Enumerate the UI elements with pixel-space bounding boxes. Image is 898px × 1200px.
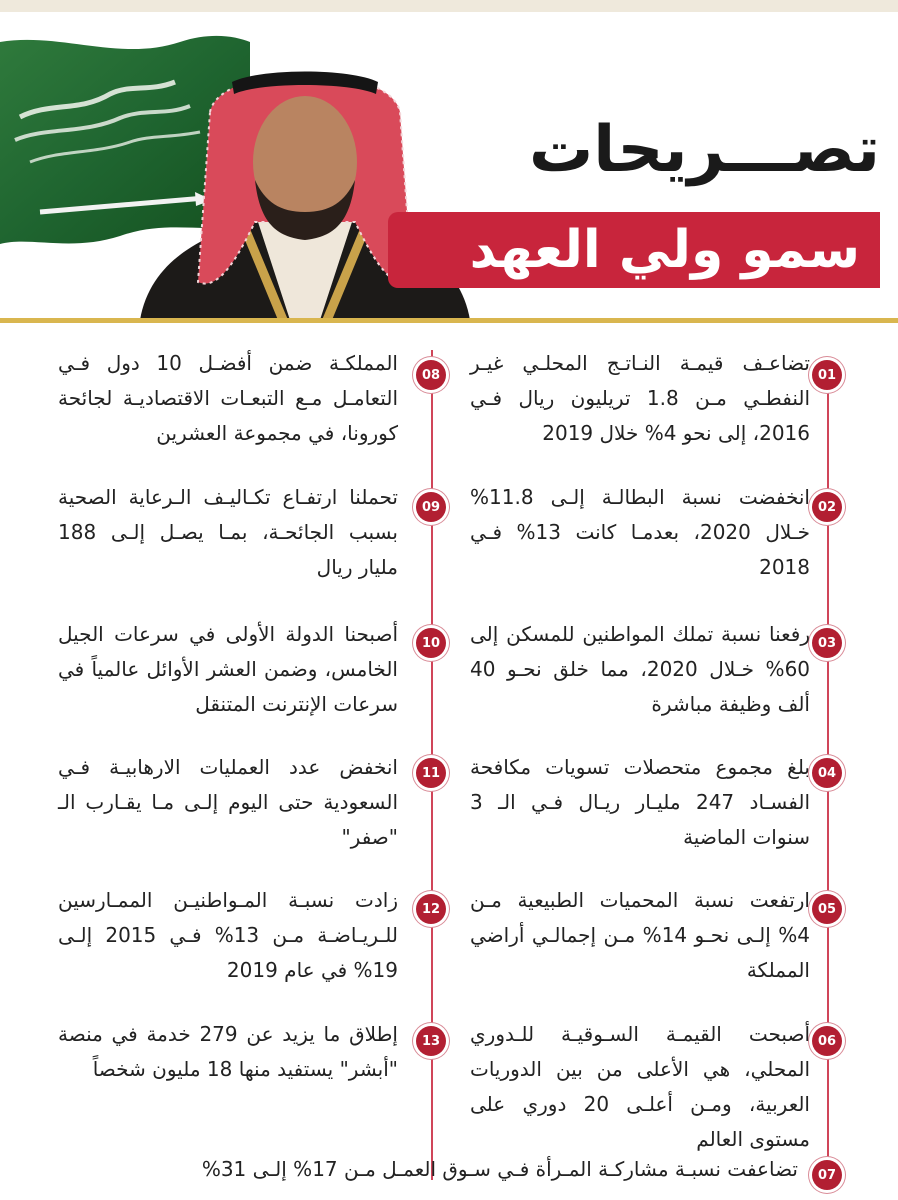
badge-01: 01 xyxy=(812,360,842,390)
statement-05: ارتفعت نسبة المحميات الطبيعية مـن 4% إلـى نحـو 14% مـن إجمالـي أراضي المملكة xyxy=(470,888,810,982)
statement-06: أصبحت القيمـة السـوقيـة للـدوري المحلي، هي الأعلى من بين الدوريات العربية، ومـن أعلـى 20 دوري على مستوى العالم xyxy=(470,1022,810,1151)
badge-13: 13 xyxy=(416,1026,446,1056)
statement-12: زادت نسبـة المـواطنيـن الممـارسين للـريـاضـة مـن 13% فـي 2015 إلـى 19% في عام 2019 xyxy=(58,888,398,982)
badge-03: 03 xyxy=(812,628,842,658)
badge-08: 08 xyxy=(416,360,446,390)
statement-09: تحملنا ارتفـاع تكـاليـف الـرعاية الصحية بسبب الجائحـة، بمـا يصـل إلـى 188 مليار ريال xyxy=(58,485,398,579)
badge-05: 05 xyxy=(812,894,842,924)
statement-02: انخفضت نسبة البطالـة إلـى 11.8% خـلال 2020، بعدمـا كانت 13% فـي 2018 xyxy=(470,485,811,579)
statement-07: تضاعفت نسبـة مشاركـة المـرأة فـي سـوق العمـل مـن 17% إلـى 31% xyxy=(201,1157,798,1181)
infographic-subtitle: سمو ولي العهد xyxy=(469,220,860,280)
badge-11: 11 xyxy=(416,758,446,788)
statement-04: بلغ مجموع متحصلات تسويات مكافحة الفسـاد 247 مليـار ريـال فـي الـ 3 سنوات الماضية xyxy=(470,755,811,849)
statement-10: أصبحنا الدولة الأولى في سرعات الجيل الخامس، وضمن العشر الأوائل عالمياً في سرعات الإنترنت المتنقل xyxy=(58,622,398,716)
infographic-title: تصـــريحات xyxy=(528,113,880,187)
badge-09: 09 xyxy=(416,492,446,522)
statement-03: رفعنا نسبة تملك المواطنين للمسكن إلى 60% خـلال 2020، مما خلق نحـو 40 ألف وظيفة مباشرة xyxy=(470,622,811,716)
badge-10: 10 xyxy=(416,628,446,658)
statement-01: تضاعـف قيمـة النـاتـج المحلـي غيـر النفطـي مـن 1.8 تريليون ريال فـي 2016، إلى نحو 4% خلال 2019 xyxy=(470,351,810,445)
badge-07: 07 xyxy=(812,1160,842,1190)
badge-06: 06 xyxy=(812,1026,842,1056)
statement-11: انخفض عدد العمليات الارهابيـة فـي السعودية حتى اليوم إلـى مـا يقـارب الـ "صفر" xyxy=(58,755,398,849)
gold-divider xyxy=(0,318,898,323)
statement-08: المملكـة ضمن أفضـل 10 دول فـي التعامـل مـع التبعـات الاقتصاديـة لجائحة كورونا، في مجموعة العشرين xyxy=(58,351,398,445)
badge-04: 04 xyxy=(812,758,842,788)
badge-02: 02 xyxy=(812,492,842,522)
statement-13: إطلاق ما يزيد عن 279 خدمة في منصة "أبشر" يستفيد منها 18 مليون شخصاً xyxy=(58,1022,398,1081)
badge-12: 12 xyxy=(416,894,446,924)
